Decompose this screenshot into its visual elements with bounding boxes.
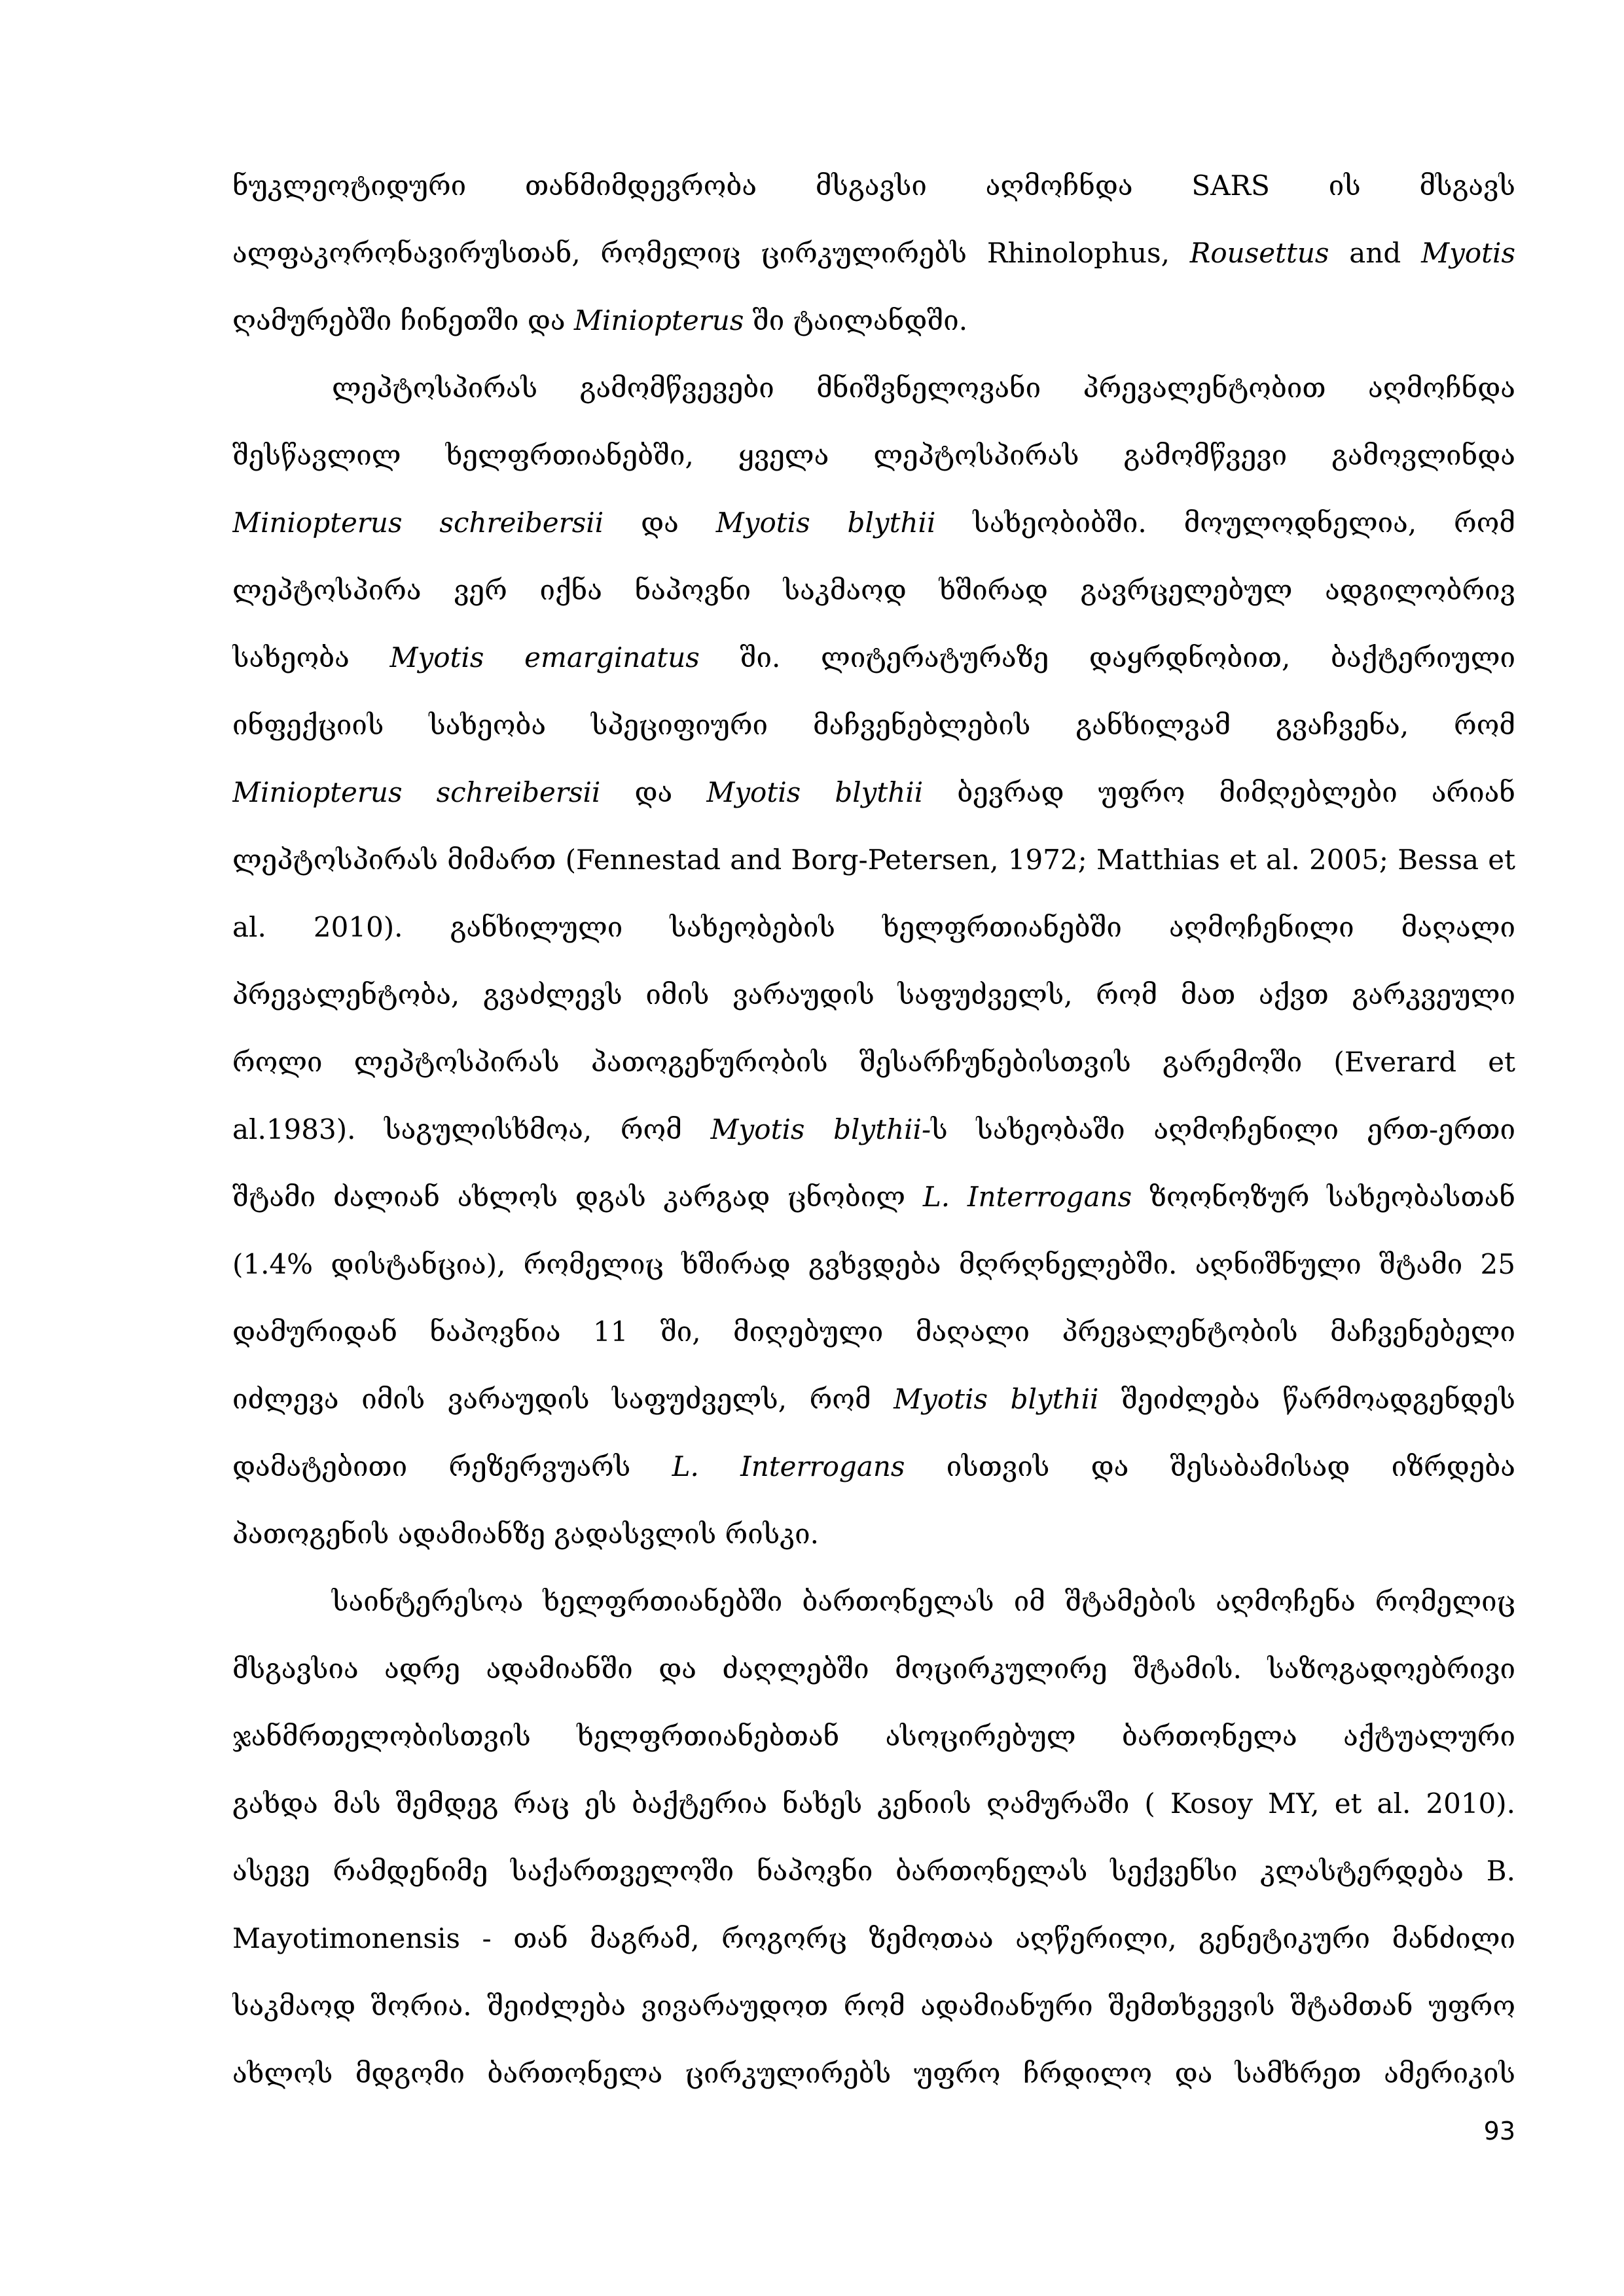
text-run: al. 2010). განხილული სახეობების ხელფრთიანებში აღმოჩენილი მაღალი [232,911,1515,943]
text-line [232,354,1515,422]
text-line [232,1365,1515,1433]
text-line [232,1568,1515,1635]
species-name-italic: Rousettus [1189,237,1329,269]
paragraph [232,152,1515,354]
text-run: ალფაკორონავირუსთან, რომელიც ცირკულირებს Rhinolophus, [232,237,1190,269]
text-run: ს სახეობაში აღმოჩენილი ერთ-ერთი [931,1113,1515,1145]
text-line [232,1298,1515,1365]
text-line [232,1230,1515,1298]
text-run: იძლევა იმის ვარაუდის საფუძველს, რომ [232,1383,894,1415]
text-run: ბევრად უფრო მიმღებლები არიან [923,776,1515,808]
species-name-italic: Myotis blythii- [710,1113,931,1145]
species-name-italic: Myotis [1421,237,1515,269]
text-run: შეიძლება წარმოადგენდეს [1098,1383,1515,1415]
text-line [232,1770,1515,1837]
text-run: შტამი ძალიან ახლოს დგას კარგად ცნობილ [232,1181,923,1213]
text-run: და [604,507,716,539]
text-line [232,1702,1515,1770]
text-line [232,287,1515,354]
text-run: სახეობიბში. მოულოდნელია, რომ [935,507,1515,539]
text-run: al.1983). საგულისხმოა, რომ [232,1113,711,1145]
text-block [232,152,1515,2107]
text-line [232,961,1515,1028]
text-line [232,1837,1515,1905]
text-run: ინფექციის სახეობა სპეციფიური მაჩვენებლების განხილვამ გვაჩვენა, რომ [232,709,1515,741]
text-line [232,691,1515,759]
text-run: საკმაოდ შორია. შეიძლება ვივარაუდოთ რომ ადამიანური შემთხვევის შტამთან უფრო [232,1990,1515,2022]
text-run: გახდა მას შემდეგ რაც ეს ბაქტერია ნახეს კენიის ღამურაში ( Kosoy MY, et al. 2010). [232,1787,1515,1820]
text-run: and [1329,237,1422,269]
text-line [232,826,1515,893]
text-line [232,1028,1515,1096]
text-line [232,893,1515,961]
text-run: (1.4% დისტანცია), რომელიც ხშირად გვხვდება მღრღნელებში. აღნიშნული შტამი 25 [232,1248,1515,1280]
text-run: ნუკლეოტიდური თანმიმდევრობა მსგავსი აღმოჩნდა SARS ის მსგავს [232,170,1515,202]
text-run: ასევე რამდენიმე საქართველოში ნაპოვნი ბართონელას სექვენსი კლასტერდება B. [232,1855,1515,1887]
text-line [232,556,1515,624]
text-run: ზოონოზურ სახეობასთან [1132,1181,1515,1213]
text-run: ღამურებში ჩინეთში და [232,304,574,336]
species-name-italic: Myotis blythii [893,1383,1099,1415]
text-run: დამატებითი რეზერვუარს [232,1450,672,1482]
text-run: სახეობა [232,641,390,673]
text-line [232,422,1515,489]
text-run: ლეპტოსპირას გამომწვევები მნიშვნელოვანი პრევალენტობით აღმოჩნდა [332,372,1515,404]
species-name-italic: L. Interrogans [922,1181,1132,1213]
text-line [232,1905,1515,1972]
text-run: ლეპტოსპირას მიმართ (Fennestad and Borg-Petersen, 1972; Matthias et al. 2005; Bessa et [232,844,1515,876]
text-run: პრევალენტობა, გვაძლევს იმის ვარაუდის საფუძველს, რომ მათ აქვთ გარკვეული [232,978,1515,1011]
species-name-italic: Myotis emarginatus [389,641,700,673]
species-name-italic: Myotis blythii [706,776,924,808]
species-name-italic: L. Interrogans [672,1450,905,1482]
text-run: საინტერესოა ხელფრთიანებში ბართონელას იმ შტამების აღმოჩენა რომელიც [332,1585,1515,1617]
species-name-italic: Myotis blythii [715,507,936,539]
text-line [232,489,1515,556]
text-line [232,1500,1515,1568]
text-line [232,1096,1515,1163]
species-name-italic: Miniopterus [573,304,744,336]
text-run: ში. ლიტერატურაზე დაყრდნობით, ბაქტერიული [699,641,1515,673]
text-line [232,1972,1515,2039]
text-line [232,1635,1515,1702]
species-name-italic: Miniopterus schreibersii [232,776,601,808]
paragraph [232,354,1515,1568]
text-run: ში ტაილანდში. [744,304,968,336]
text-run: ისთვის და შესაბამისად იზრდება [905,1450,1515,1482]
text-run: ახლოს მდგომი ბართონელა ცირკულირებს უფრო ჩრდილო და სამხრეთ ამერიკის [232,2057,1515,2089]
text-run: ლეპტოსპირა ვერ იქნა ნაპოვნი საკმაოდ ხშირად გავრცელებულ ადგილობრივ [232,574,1515,606]
text-line [232,1433,1515,1500]
page-number: 93 [1483,2117,1515,2145]
text-line [232,219,1515,287]
text-line [232,152,1515,219]
text-run: როლი ლეპტოსპირას პათოგენურობის შესარჩუნებისთვის გარემოში (Everard et [232,1046,1515,1078]
text-line [232,759,1515,826]
text-run: ჯანმრთელობისთვის ხელფრთიანებთან ასოცირებულ ბართონელა აქტუალური [232,1720,1515,1752]
text-line [232,1163,1515,1230]
text-line [232,624,1515,691]
species-name-italic: Miniopterus schreibersii [232,507,604,539]
text-run: დამურიდან ნაპოვნია 11 ში, მიღებული მაღალი პრევალენტობის მაჩვენებელი [232,1316,1515,1348]
text-run: და [600,776,707,808]
text-run: Mayotimonensis - თან მაგრამ, როგორც ზემოთაა აღწერილი, გენეტიკური მანძილი [232,1922,1515,1954]
text-run: პათოგენის ადამიანზე გადასვლის რისკი. [232,1518,819,1550]
text-run: მსგავსია ადრე ადამიანში და ძაღლებში მოცირკულირე შტამის. საზოგადოებრივი [232,1653,1515,1685]
text-line [232,2039,1515,2107]
paragraph [232,1568,1515,2107]
text-run: შესწავლილ ხელფრთიანებში, ყველა ლეპტოსპირას გამომწვევი გამოვლინდა [232,439,1515,471]
